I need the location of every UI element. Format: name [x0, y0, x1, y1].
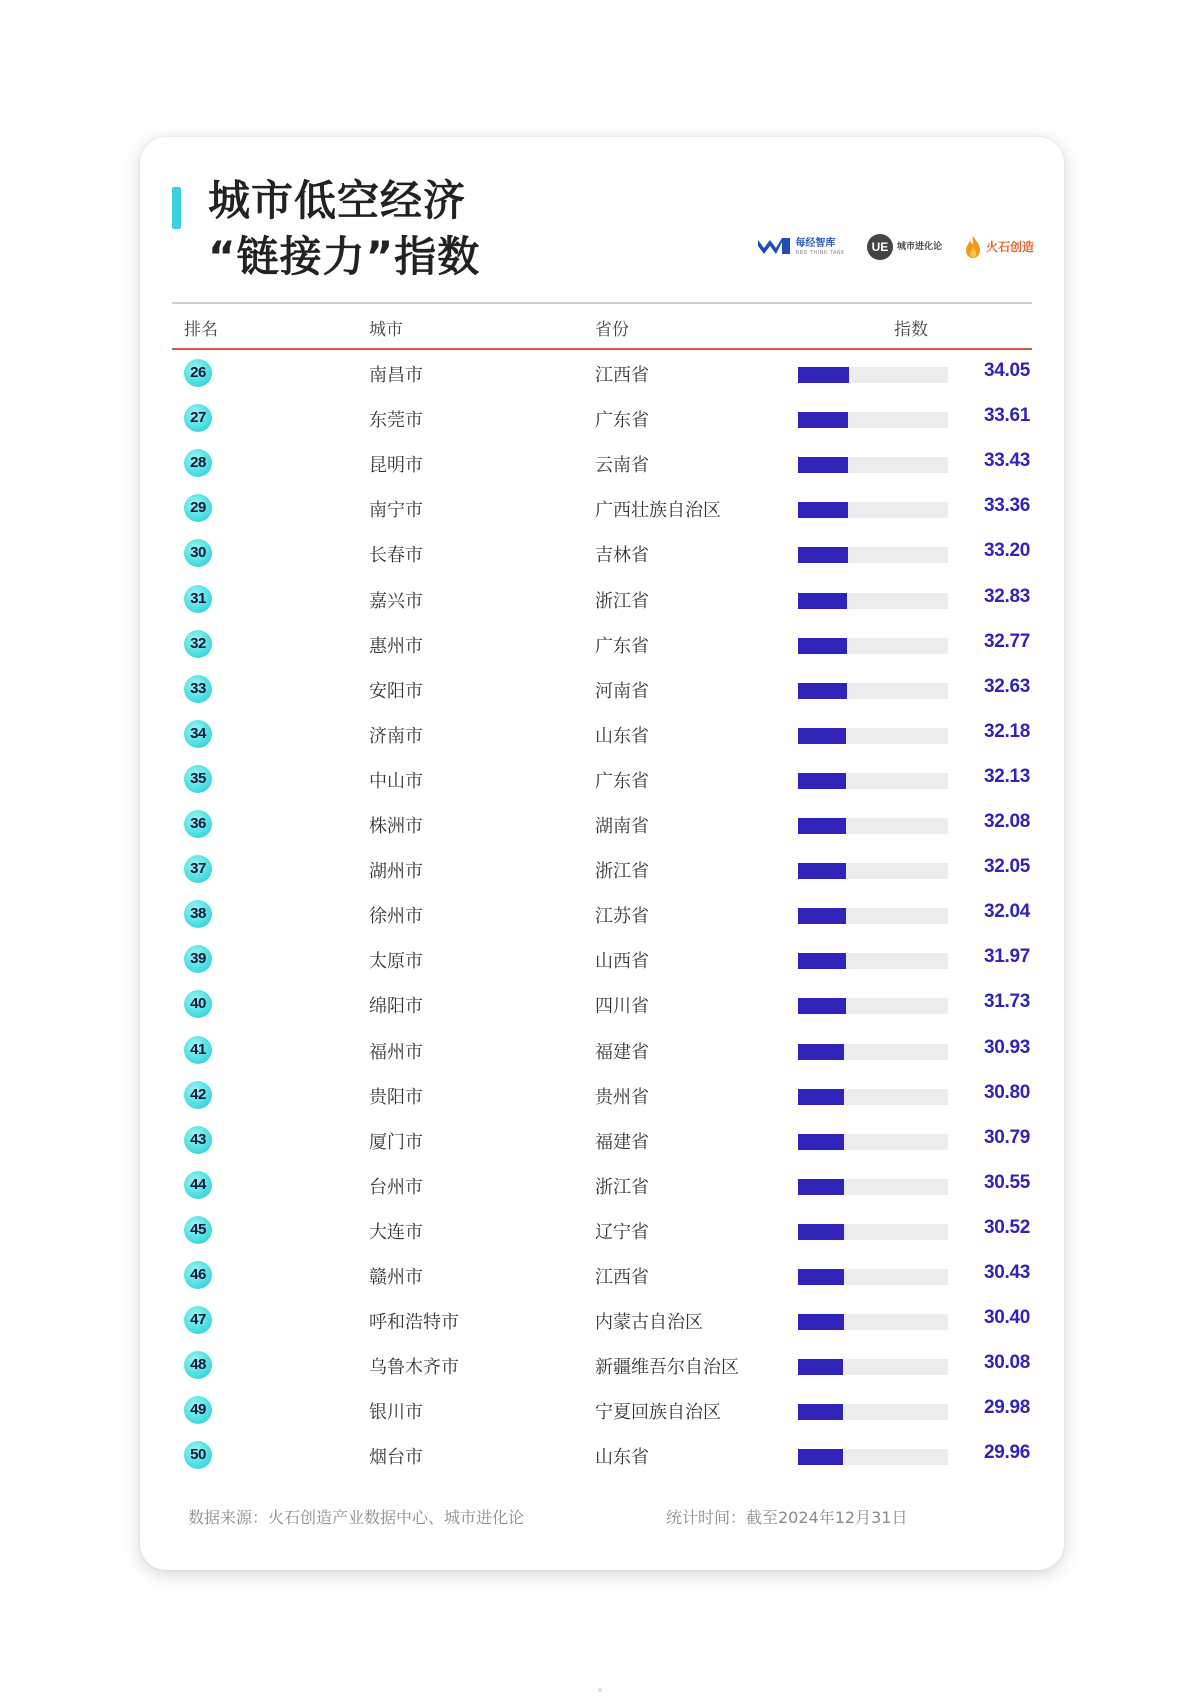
- city-name: 大连市: [369, 1221, 423, 1243]
- table-row: [140, 1165, 1064, 1210]
- index-bar: [798, 683, 847, 699]
- rank-badge: 36: [184, 810, 212, 838]
- city-name: 株洲市: [369, 816, 423, 837]
- index-bar-track: [798, 998, 948, 1014]
- index-value: 30.43: [983, 1262, 1030, 1283]
- province-name: 福建省: [595, 1131, 649, 1153]
- province-name: 四川省: [595, 996, 649, 1018]
- index-value: 34.05: [983, 360, 1030, 381]
- index-bar-track: [798, 1359, 948, 1375]
- province-name: 河南省: [595, 680, 649, 702]
- province-name: 山西省: [595, 951, 649, 973]
- table-row: [140, 624, 1064, 669]
- title-line-1: 城市低空经济: [208, 176, 467, 225]
- index-bar-track: [798, 863, 948, 879]
- rank-badge: 41: [184, 1036, 212, 1064]
- index-bar: [798, 502, 848, 518]
- table-row: [140, 1030, 1064, 1075]
- index-bar: [798, 1449, 843, 1465]
- city-name: 烟台市: [369, 1447, 423, 1469]
- index-bar: [798, 457, 848, 473]
- index-value: 33.43: [983, 450, 1030, 472]
- index-bar-track: [798, 502, 948, 518]
- province-name: 浙江省: [595, 590, 649, 612]
- index-bar: [798, 638, 847, 654]
- index-value: 32.83: [983, 585, 1030, 607]
- index-bar: [798, 773, 846, 789]
- index-value: 32.04: [983, 901, 1030, 923]
- index-value: 30.79: [983, 1126, 1030, 1148]
- index-bar-track: [798, 1179, 948, 1195]
- index-bar-track: [798, 1314, 948, 1330]
- title-line-2: “链接力”指数: [208, 232, 481, 281]
- table-row: [140, 1075, 1064, 1120]
- city-name: 徐州市: [369, 906, 423, 928]
- rank-badge: 47: [184, 1306, 212, 1334]
- province-name: 云南省: [595, 455, 649, 477]
- mj-logo-en: NBD THINK TANK: [795, 249, 845, 256]
- index-bar: [798, 1179, 844, 1195]
- province-name: 宁夏回族自治区: [595, 1402, 721, 1424]
- footer-time: 统计时间：截至2024年12月31日: [666, 1508, 908, 1527]
- province-name: 山东省: [595, 1447, 649, 1469]
- index-value: 29.98: [983, 1397, 1030, 1419]
- city-name: 呼和浩特市: [369, 1312, 459, 1334]
- province-name: 新疆维吾尔自治区: [595, 1357, 739, 1379]
- index-bar: [798, 1134, 844, 1150]
- header-rank: 排名: [184, 320, 218, 340]
- rank-badge: 40: [184, 990, 212, 1018]
- city-name: 赣州市: [369, 1267, 423, 1288]
- table-row: [140, 1300, 1064, 1345]
- city-name: 南昌市: [369, 365, 423, 386]
- city-name: 台州市: [369, 1176, 423, 1198]
- table-row: [140, 353, 1064, 398]
- province-name: 贵州省: [595, 1086, 649, 1108]
- index-value: 30.80: [983, 1081, 1030, 1103]
- table-row: [140, 579, 1064, 624]
- province-name: 江西省: [595, 1267, 649, 1288]
- index-bar: [798, 1404, 843, 1420]
- table-row: [140, 849, 1064, 894]
- province-name: 辽宁省: [595, 1221, 649, 1243]
- table-row: [140, 1435, 1064, 1480]
- ue-logo-cn: 城市进化论: [896, 241, 942, 252]
- rank-badge: 29: [184, 494, 212, 522]
- table-row: [140, 1345, 1064, 1390]
- index-value: 32.05: [983, 856, 1030, 878]
- table-row: [140, 398, 1064, 443]
- index-value: 33.36: [983, 495, 1030, 517]
- rank-badge: 30: [184, 539, 212, 567]
- index-bar-track: [798, 953, 948, 969]
- city-name: 南宁市: [369, 500, 423, 522]
- index-value: 30.52: [983, 1216, 1030, 1238]
- index-value: 32.18: [983, 720, 1030, 742]
- province-name: 广东省: [595, 635, 649, 657]
- index-value: 32.77: [983, 630, 1030, 652]
- rank-badge: 37: [184, 855, 212, 883]
- table-row: [140, 1390, 1064, 1435]
- index-bar: [798, 1359, 843, 1375]
- index-bar: [798, 412, 848, 428]
- index-bar: [798, 367, 849, 383]
- province-name: 吉林省: [595, 545, 649, 567]
- index-bar-track: [798, 412, 948, 428]
- index-value: 29.96: [983, 1442, 1030, 1464]
- index-bar: [798, 1269, 844, 1285]
- mj-logo-cn: 每经智库: [795, 237, 836, 249]
- rank-badge: 31: [184, 585, 212, 613]
- rank-badge: 39: [184, 945, 212, 973]
- index-bar-track: [798, 457, 948, 473]
- rank-badge: 32: [184, 630, 212, 658]
- rank-badge: 48: [184, 1351, 212, 1379]
- table-row: [140, 939, 1064, 984]
- index-value: 33.61: [983, 405, 1030, 427]
- index-bar-track: [798, 1449, 948, 1465]
- index-bar: [798, 728, 846, 744]
- province-name: 广东省: [595, 410, 649, 432]
- index-bar-track: [798, 1134, 948, 1150]
- index-bar: [798, 998, 846, 1014]
- province-name: 江苏省: [595, 906, 649, 928]
- index-value: 33.20: [983, 540, 1030, 562]
- table-row: [140, 894, 1064, 939]
- city-name: 银川市: [369, 1402, 423, 1424]
- index-bar-track: [798, 1269, 948, 1285]
- index-bar-track: [798, 1044, 948, 1060]
- index-value: 31.73: [983, 991, 1030, 1013]
- index-bar-track: [798, 1089, 948, 1105]
- city-name: 乌鲁木齐市: [369, 1357, 459, 1379]
- province-name: 湖南省: [595, 816, 649, 837]
- index-bar-track: [798, 728, 948, 744]
- index-bar-track: [798, 367, 948, 383]
- table-row: [140, 759, 1064, 804]
- province-name: 福建省: [595, 1041, 649, 1063]
- province-name: 内蒙古自治区: [595, 1312, 703, 1334]
- header-index: 指数: [894, 320, 928, 340]
- province-name: 山东省: [595, 725, 649, 747]
- rank-badge: 45: [184, 1216, 212, 1244]
- province-name: 浙江省: [595, 861, 649, 883]
- rank-badge: 42: [184, 1081, 212, 1109]
- table-row: [140, 984, 1064, 1029]
- city-name: 绵阳市: [369, 996, 423, 1018]
- city-name: 东莞市: [369, 410, 423, 432]
- province-name: 广西壮族自治区: [595, 500, 721, 522]
- index-bar-track: [798, 818, 948, 834]
- table-row: [140, 1210, 1064, 1255]
- index-value: 31.97: [983, 946, 1030, 968]
- index-bar: [798, 818, 846, 834]
- page-indicator-dot: [598, 1688, 602, 1692]
- ue-logo-icon: UE: [867, 234, 893, 260]
- rank-badge: 46: [184, 1261, 212, 1289]
- city-name: 长春市: [369, 545, 423, 567]
- table-row: [140, 1255, 1064, 1300]
- index-bar: [798, 1224, 844, 1240]
- rank-badge: 28: [184, 449, 212, 477]
- city-name: 济南市: [369, 725, 423, 747]
- city-name: 嘉兴市: [369, 590, 423, 612]
- rank-badge: 44: [184, 1171, 212, 1199]
- rank-badge: 43: [184, 1126, 212, 1154]
- index-bar-track: [798, 908, 948, 924]
- city-name: 福州市: [369, 1041, 423, 1063]
- rank-badge: 26: [184, 359, 212, 387]
- province-name: 广东省: [595, 770, 649, 792]
- index-value: 30.08: [983, 1352, 1030, 1374]
- rank-badge: 49: [184, 1396, 212, 1424]
- index-bar: [798, 547, 848, 563]
- index-bar-track: [798, 638, 948, 654]
- rank-badge: 27: [184, 404, 212, 432]
- table-row: [140, 669, 1064, 714]
- index-value: 32.63: [983, 675, 1030, 697]
- ranking-table: [140, 137, 1064, 1570]
- index-bar: [798, 1089, 844, 1105]
- index-bar: [798, 863, 846, 879]
- table-row: [140, 443, 1064, 488]
- table-row: [140, 488, 1064, 533]
- index-value: 30.93: [983, 1036, 1030, 1058]
- table-row: [140, 714, 1064, 759]
- index-bar-track: [798, 593, 948, 609]
- index-bar: [798, 1044, 844, 1060]
- rank-badge: 33: [184, 675, 212, 703]
- index-value: 32.08: [983, 811, 1030, 832]
- city-name: 厦门市: [369, 1131, 423, 1153]
- ranking-card: [140, 137, 1064, 1570]
- index-value: 30.40: [983, 1307, 1030, 1329]
- city-name: 惠州市: [369, 635, 423, 657]
- index-value: 32.13: [983, 765, 1030, 787]
- index-bar-track: [798, 547, 948, 563]
- rank-badge: 50: [184, 1441, 212, 1469]
- index-bar: [798, 908, 846, 924]
- table-row: [140, 1120, 1064, 1165]
- index-value: 30.55: [983, 1171, 1030, 1193]
- table-row: [140, 533, 1064, 578]
- rank-badge: 38: [184, 900, 212, 928]
- rank-badge: 34: [184, 720, 212, 748]
- header-province: 省份: [595, 320, 629, 340]
- index-bar: [798, 1314, 844, 1330]
- index-bar-track: [798, 683, 948, 699]
- header-city: 城市: [369, 320, 403, 340]
- province-name: 江西省: [595, 365, 649, 386]
- index-bar-track: [798, 773, 948, 789]
- index-bar: [798, 593, 847, 609]
- city-name: 安阳市: [369, 680, 423, 702]
- index-bar-track: [798, 1404, 948, 1420]
- province-name: 浙江省: [595, 1176, 649, 1198]
- city-name: 湖州市: [369, 861, 423, 883]
- city-name: 中山市: [369, 770, 423, 792]
- table-row: [140, 804, 1064, 849]
- city-name: 贵阳市: [369, 1086, 423, 1108]
- index-bar: [798, 953, 846, 969]
- city-name: 昆明市: [369, 455, 423, 477]
- footer-source: 数据来源：火石创造产业数据中心、城市进化论: [188, 1508, 525, 1527]
- hs-logo-cn: 火石创造: [985, 240, 1034, 254]
- index-bar-track: [798, 1224, 948, 1240]
- rank-badge: 35: [184, 765, 212, 793]
- city-name: 太原市: [369, 951, 423, 973]
